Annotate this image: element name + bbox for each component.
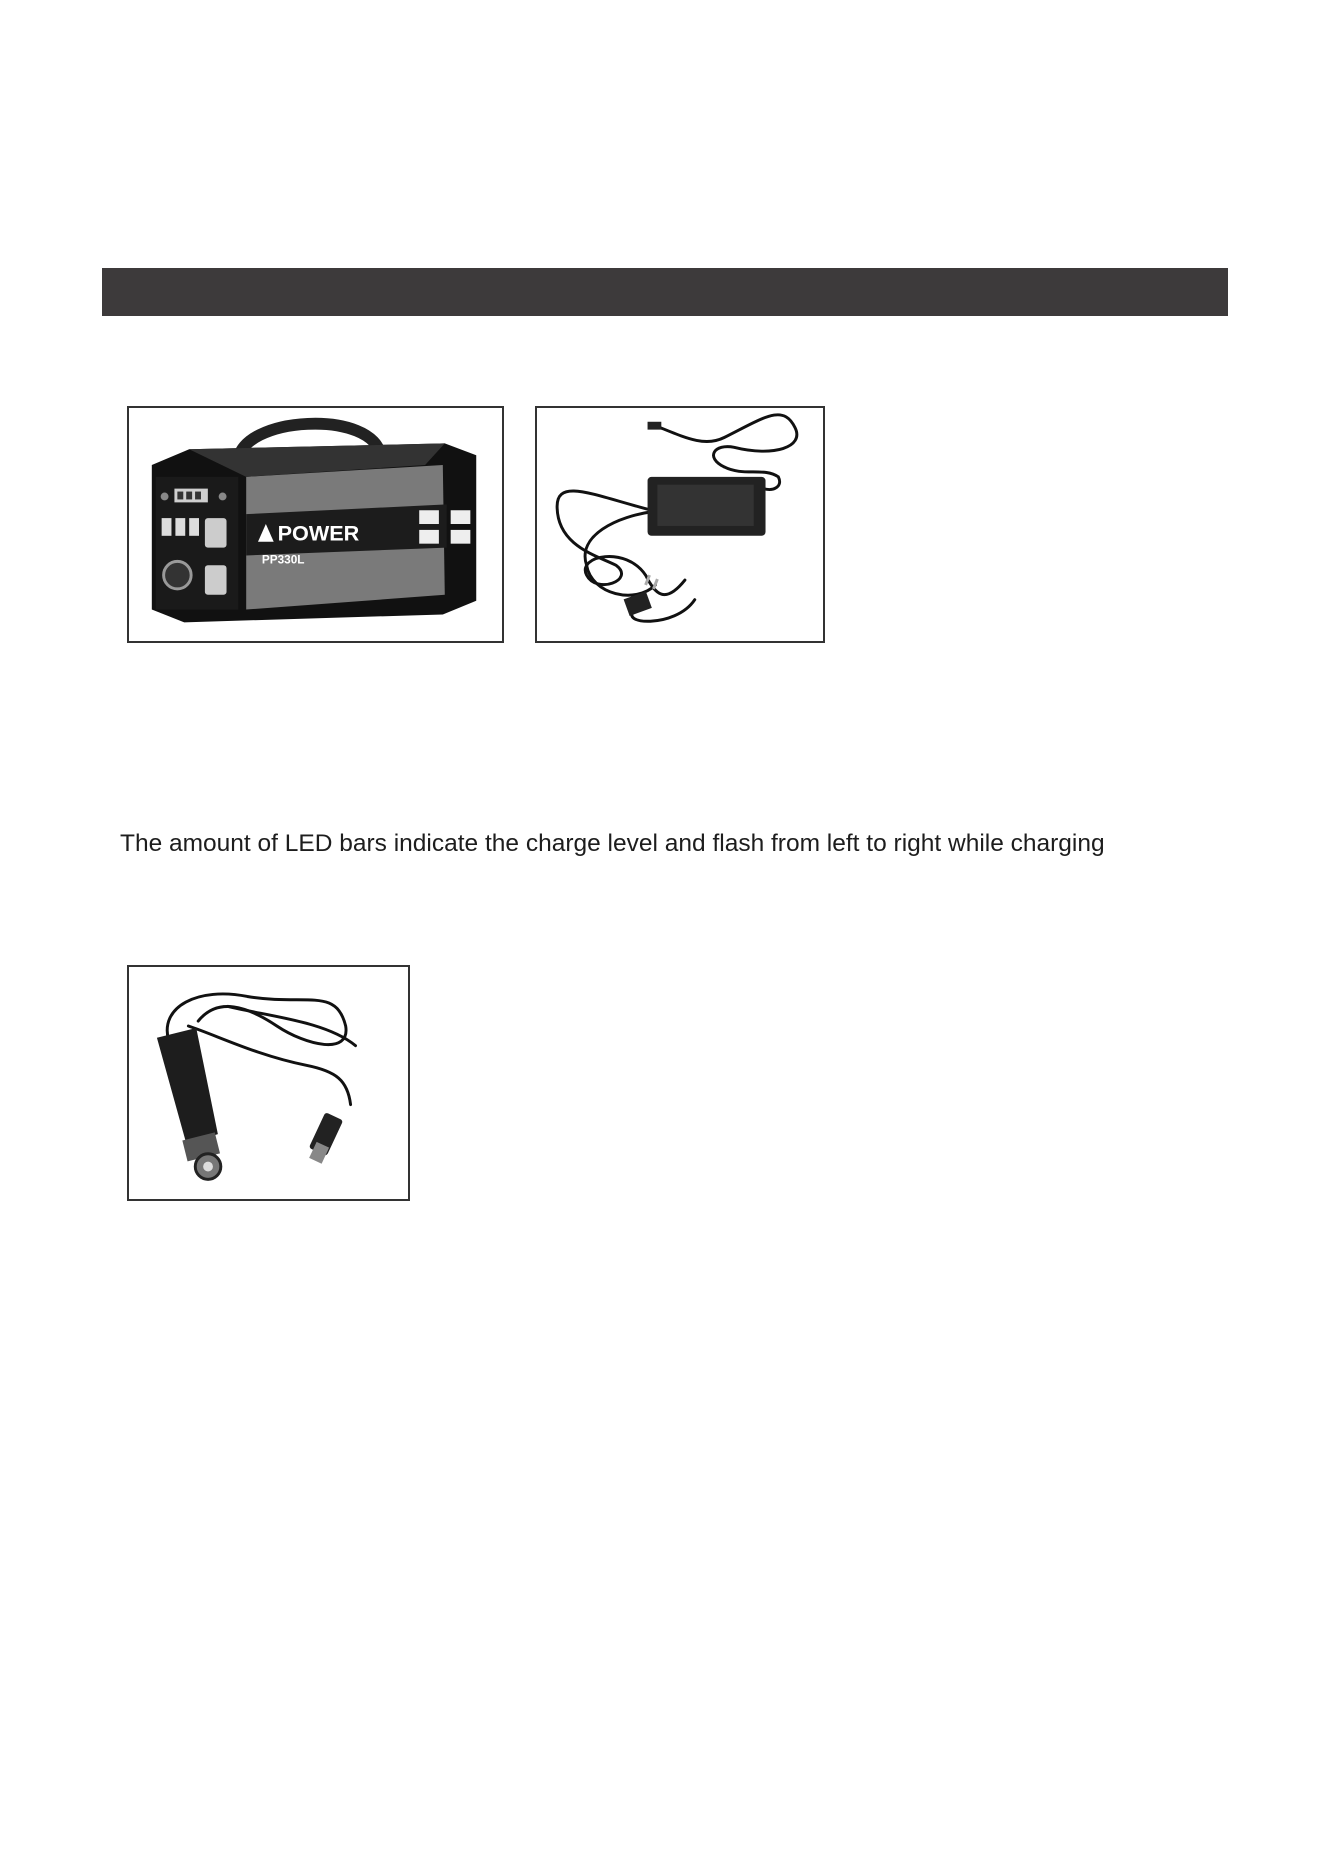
led-charge-level-note: The amount of LED bars indicate the charge level and flash from left to right while charging — [120, 829, 1105, 857]
ac-adapter-illustration — [537, 408, 823, 641]
power-station-illustration — [129, 408, 502, 641]
brand-logo-text: POWER — [277, 520, 360, 546]
section-header-bar — [102, 268, 1228, 316]
car-charger-image-frame — [127, 965, 410, 1201]
power-station-image-frame — [127, 406, 504, 643]
model-label: PP330L — [261, 553, 305, 567]
ac-adapter-image-frame — [535, 406, 825, 643]
car-charger-illustration — [129, 967, 408, 1199]
